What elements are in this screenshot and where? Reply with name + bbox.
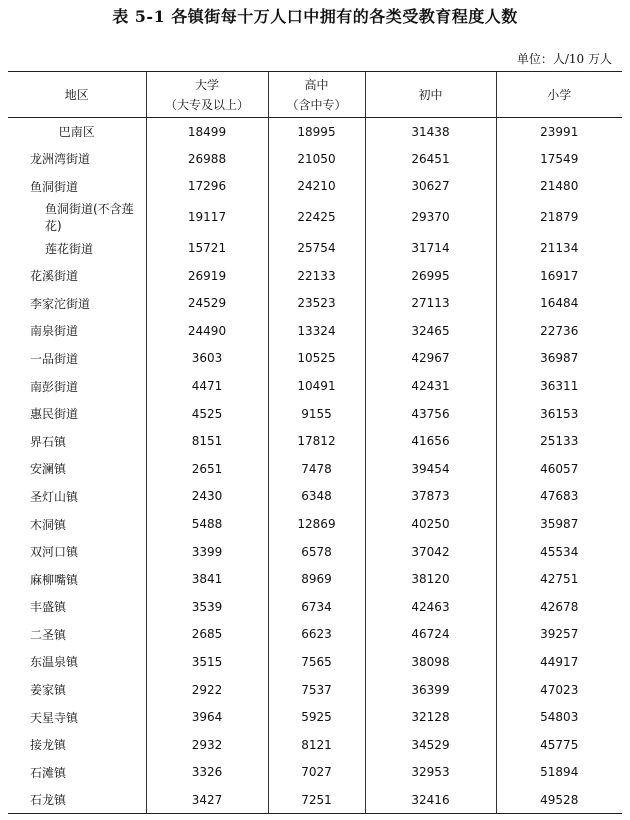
header-primary-school: 小学 [496, 72, 622, 118]
middle-school-cell: 26995 [365, 262, 496, 290]
college-cell: 24490 [146, 317, 268, 345]
college-cell: 3964 [146, 703, 268, 731]
high-school-cell: 25754 [268, 234, 365, 262]
region-cell: 石滩镇 [30, 765, 67, 780]
table-row [8, 759, 622, 787]
college-cell: 3603 [146, 345, 268, 373]
region-cell: 麻柳嘴镇 [30, 572, 79, 587]
primary-school-cell: 23991 [496, 118, 622, 146]
table-body [8, 118, 622, 814]
middle-school-cell: 42967 [365, 345, 496, 373]
table-row [8, 427, 622, 455]
primary-school-cell: 49528 [496, 786, 622, 814]
college-cell: 19117 [146, 200, 268, 234]
college-cell: 3399 [146, 538, 268, 566]
college-cell: 2685 [146, 621, 268, 649]
primary-school-cell: 16917 [496, 262, 622, 290]
college-cell: 2651 [146, 455, 268, 483]
college-cell: 2430 [146, 483, 268, 511]
high-school-cell: 12869 [268, 510, 365, 538]
middle-school-cell: 38098 [365, 648, 496, 676]
college-cell: 2932 [146, 731, 268, 759]
table-row [8, 200, 622, 234]
college-cell: 8151 [146, 427, 268, 455]
region-cell: 接龙镇 [30, 738, 67, 753]
primary-school-cell: 36311 [496, 372, 622, 400]
table-row [8, 173, 622, 201]
high-school-cell: 7537 [268, 676, 365, 704]
table-row [8, 786, 622, 814]
table-row [8, 455, 622, 483]
table-title: 表 5-1 各镇街每十万人口中拥有的各类受教育程度人数 [112, 7, 518, 26]
education-table [8, 71, 622, 814]
middle-school-cell: 36399 [365, 676, 496, 704]
high-school-cell: 13324 [268, 317, 365, 345]
middle-school-cell: 30627 [365, 173, 496, 201]
high-school-cell: 7565 [268, 648, 365, 676]
college-cell: 15721 [146, 234, 268, 262]
middle-school-cell: 31714 [365, 234, 496, 262]
high-school-cell: 17812 [268, 427, 365, 455]
middle-school-cell: 42431 [365, 372, 496, 400]
header-region: 地区 [8, 72, 146, 118]
header-college [146, 72, 268, 118]
table-row [8, 262, 622, 290]
high-school-cell: 21050 [268, 145, 365, 173]
table-row [8, 234, 622, 262]
table-row [8, 289, 622, 317]
high-school-cell: 10491 [268, 372, 365, 400]
college-cell: 24529 [146, 289, 268, 317]
header-college-label: 大学 [194, 77, 219, 92]
region-cell: 鱼洞街道(不含莲花) [45, 202, 134, 234]
high-school-cell: 10525 [268, 345, 365, 373]
primary-school-cell: 21480 [496, 173, 622, 201]
middle-school-cell: 40250 [365, 510, 496, 538]
primary-school-cell: 45775 [496, 731, 622, 759]
middle-school-cell: 39454 [365, 455, 496, 483]
region-cell: 界石镇 [30, 434, 67, 449]
high-school-cell: 5925 [268, 703, 365, 731]
table-row [8, 731, 622, 759]
high-school-cell: 7478 [268, 455, 365, 483]
primary-school-cell: 51894 [496, 759, 622, 787]
region-cell: 一品街道 [30, 351, 79, 366]
middle-school-cell: 32953 [365, 759, 496, 787]
primary-school-cell: 47683 [496, 483, 622, 511]
region-cell: 二圣镇 [30, 627, 67, 642]
table-row [8, 538, 622, 566]
region-cell: 花溪街道 [30, 269, 79, 284]
region-cell: 丰盛镇 [30, 600, 67, 615]
unit-label: 单位：人/10 万人 [516, 52, 612, 66]
header-college-note: （大专及以上） [164, 97, 249, 112]
table-row [8, 676, 622, 704]
high-school-cell: 22133 [268, 262, 365, 290]
high-school-cell: 24210 [268, 173, 365, 201]
primary-school-cell: 46057 [496, 455, 622, 483]
college-cell: 3515 [146, 648, 268, 676]
middle-school-cell: 37873 [365, 483, 496, 511]
high-school-cell: 22425 [268, 200, 365, 234]
table-row [8, 145, 622, 173]
middle-school-cell: 34529 [365, 731, 496, 759]
table-row [8, 483, 622, 511]
region-cell: 石龙镇 [8, 786, 146, 814]
high-school-cell: 6623 [268, 621, 365, 649]
region-cell: 姜家镇 [30, 683, 67, 698]
middle-school-cell: 31438 [365, 118, 496, 146]
primary-school-cell: 21134 [496, 234, 622, 262]
middle-school-cell: 32465 [365, 317, 496, 345]
high-school-cell: 8969 [268, 565, 365, 593]
region-cell: 龙洲湾街道 [30, 152, 91, 167]
middle-school-cell: 37042 [365, 538, 496, 566]
middle-school-cell: 41656 [365, 427, 496, 455]
middle-school-cell: 32128 [365, 703, 496, 731]
college-cell: 4525 [146, 400, 268, 428]
primary-school-cell: 36153 [496, 400, 622, 428]
high-school-cell: 18995 [268, 118, 365, 146]
primary-school-cell: 36987 [496, 345, 622, 373]
primary-school-cell: 22736 [496, 317, 622, 345]
college-cell: 3539 [146, 593, 268, 621]
middle-school-cell: 38120 [365, 565, 496, 593]
college-cell: 3326 [146, 759, 268, 787]
primary-school-cell: 47023 [496, 676, 622, 704]
primary-school-cell: 25133 [496, 427, 622, 455]
table-row [8, 648, 622, 676]
header-high-school [268, 72, 365, 118]
table-row [8, 703, 622, 731]
region-cell: 莲花街道 [45, 241, 94, 256]
table-row [8, 372, 622, 400]
primary-school-cell: 42678 [496, 593, 622, 621]
college-cell: 3427 [146, 786, 268, 814]
table-row [8, 317, 622, 345]
high-school-cell: 6348 [268, 483, 365, 511]
region-cell: 东温泉镇 [30, 655, 79, 670]
region-cell: 双河口镇 [30, 545, 79, 560]
table-row [8, 565, 622, 593]
middle-school-cell: 27113 [365, 289, 496, 317]
college-cell: 2922 [146, 676, 268, 704]
high-school-cell: 6734 [268, 593, 365, 621]
region-cell: 李家沱街道 [30, 296, 91, 311]
primary-school-cell: 45534 [496, 538, 622, 566]
region-cell: 天星寺镇 [30, 710, 79, 725]
high-school-cell: 6578 [268, 538, 365, 566]
college-cell: 5488 [146, 510, 268, 538]
college-cell: 17296 [146, 173, 268, 201]
primary-school-cell: 54803 [496, 703, 622, 731]
primary-school-cell: 17549 [496, 145, 622, 173]
header-middle-school: 初中 [365, 72, 496, 118]
middle-school-cell: 46724 [365, 621, 496, 649]
middle-school-cell: 42463 [365, 593, 496, 621]
college-cell: 3841 [146, 565, 268, 593]
region-cell: 鱼洞街道 [30, 179, 79, 194]
primary-school-cell: 42751 [496, 565, 622, 593]
high-school-cell: 23523 [268, 289, 365, 317]
region-cell: 惠民街道 [30, 407, 79, 422]
middle-school-cell: 29370 [365, 200, 496, 234]
table-row [8, 345, 622, 373]
high-school-cell: 7027 [268, 759, 365, 787]
header-high-note: （含中专） [286, 97, 347, 112]
high-school-cell: 8121 [268, 731, 365, 759]
middle-school-cell: 32416 [365, 786, 496, 814]
primary-school-cell: 44917 [496, 648, 622, 676]
table-row [8, 621, 622, 649]
middle-school-cell: 43756 [365, 400, 496, 428]
college-cell: 4471 [146, 372, 268, 400]
region-cell: 圣灯山镇 [30, 489, 79, 504]
table-row [8, 593, 622, 621]
primary-school-cell: 21879 [496, 200, 622, 234]
region-cell: 南泉街道 [30, 324, 79, 339]
region-cell: 巴南区 [58, 125, 95, 140]
primary-school-cell: 39257 [496, 621, 622, 649]
region-cell: 木洞镇 [30, 517, 67, 532]
header-high-label: 高中 [304, 77, 329, 92]
table-row [8, 400, 622, 428]
region-cell: 安澜镇 [30, 462, 67, 477]
high-school-cell: 9155 [268, 400, 365, 428]
table-row [8, 510, 622, 538]
table-row [8, 118, 622, 146]
primary-school-cell: 16484 [496, 289, 622, 317]
college-cell: 18499 [146, 118, 268, 146]
high-school-cell: 7251 [268, 786, 365, 814]
primary-school-cell: 35987 [496, 510, 622, 538]
college-cell: 26919 [146, 262, 268, 290]
header-row [8, 72, 622, 118]
college-cell: 26988 [146, 145, 268, 173]
region-cell: 南彭街道 [30, 379, 79, 394]
middle-school-cell: 26451 [365, 145, 496, 173]
